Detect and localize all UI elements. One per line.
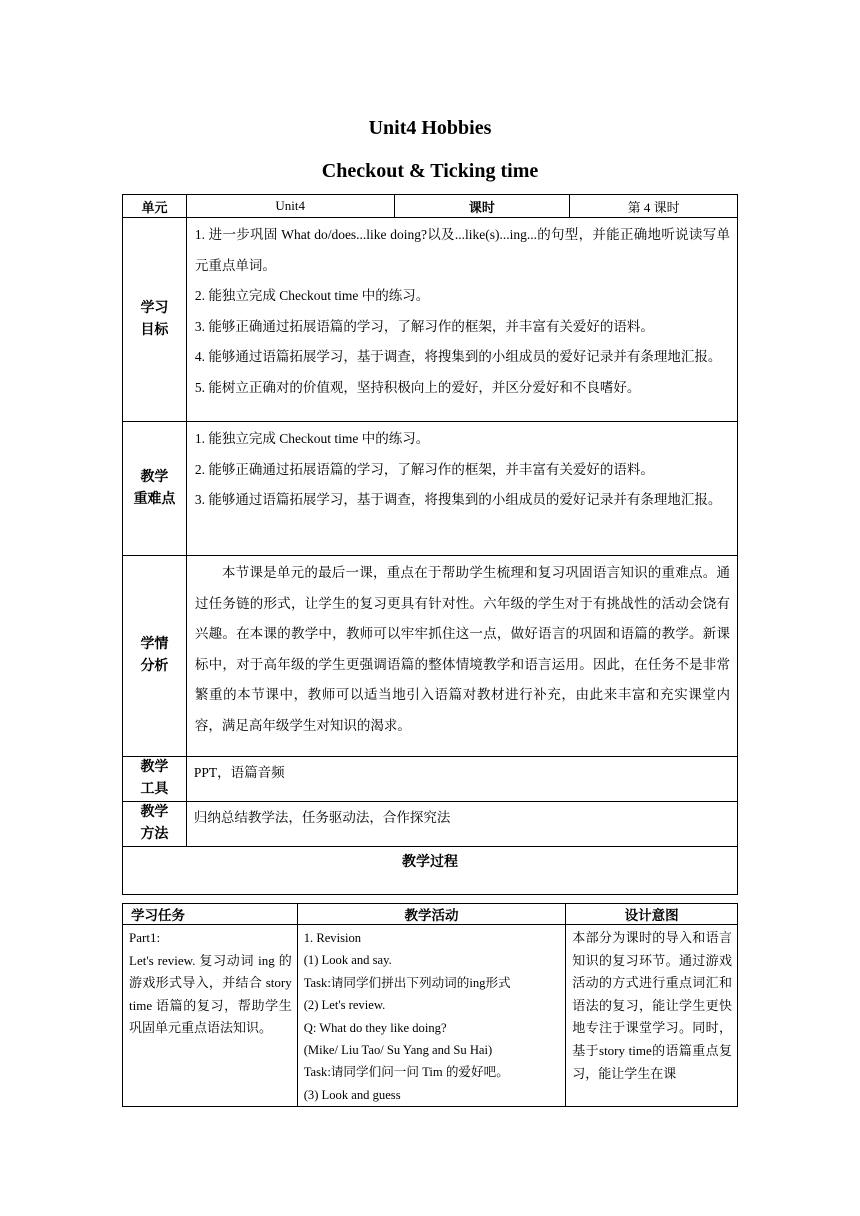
- unit-value: Unit4: [186, 195, 394, 218]
- period-value: 第 4 课时: [570, 195, 738, 218]
- process-table: [122, 903, 738, 1107]
- lesson-info-table: [122, 194, 738, 895]
- key-points-row: [123, 422, 738, 556]
- process-row: [123, 925, 738, 1107]
- objective-item: 3. 能够正确通过拓展语篇的学习，了解习作的框架，并丰富有关爱好的语料。: [194, 318, 654, 334]
- methods-content: 归纳总结教学法，任务驱动法，合作探究法: [186, 802, 737, 847]
- header-row: [123, 195, 738, 218]
- key-point-item: 3. 能够通过语篇拓展学习，基于调查，将搜集到的小组成员的爱好记录并有条理地汇报。: [194, 492, 722, 507]
- column-header-task: 学习任务: [123, 904, 298, 925]
- objective-item: 1. 进一步巩固 What do/does...like doing?以及...like(s)...ing...的句型，并能正确地听说读写单元重点单词。: [194, 227, 730, 273]
- page-subtitle: Checkout & Ticking time: [321, 160, 539, 182]
- analysis-row: [123, 556, 738, 757]
- methods-row: [123, 802, 738, 847]
- column-header-intent: 设计意图: [566, 904, 738, 925]
- objectives-content: [186, 218, 737, 422]
- methods-label: 教学 方法: [123, 802, 187, 847]
- objective-item: 4. 能够通过语篇拓展学习，基于调查，将搜集到的小组成员的爱好记录并有条理地汇报。: [194, 349, 722, 364]
- key-points-content: [186, 422, 737, 556]
- analysis-text: 本节课是单元的最后一课，重点在于帮助学生梳理和复习巩固语言知识的重难点。通过任务链的形式，让学生的复习更具有针对性。六年级的学生对于有挑战性的活动会饶有兴趣。在本课的教学中，教师可以牢牢抓住这一点，做好语言的巩固和语篇的教学。新课标中，对于高年级的学生更强调语篇的整体情境教学和语言运用。因此，在任务不是非常繁重的本节课中，教师可以适当地引入语篇对教材进行补充，由此来丰富和充实课堂内容，满足高年级学生对知识的渴求。: [194, 565, 730, 733]
- objectives-row: [123, 218, 738, 422]
- tools-content: PPT，语篇音频: [186, 757, 737, 802]
- tools-label: 教学 工具: [123, 757, 187, 802]
- period-label: 课时: [394, 195, 570, 218]
- analysis-content: [186, 556, 737, 757]
- tools-row: [123, 757, 738, 802]
- activities-cell: 1. Revision (1) Look and say. Task:请同学们拼出下列动词的ing形式 (2) Let's review. Q: What do they like doing? (Mike/ Liu Tao/ Su Yang and Su Hai) Task:请同学们问一问 Tim 的爱好吧。 (3) Look and guess: [297, 925, 566, 1107]
- process-heading: 教学过程: [123, 847, 738, 895]
- objective-item: 2. 能独立完成 Checkout time 中的练习。: [194, 288, 430, 303]
- analysis-label: 学情 分析: [123, 556, 187, 757]
- key-point-item: 1. 能独立完成 Checkout time 中的练习。: [194, 431, 430, 446]
- intent-cell: [566, 925, 738, 1107]
- key-point-item: 2. 能够正确通过拓展语篇的学习，了解习作的框架，并丰富有关爱好的语料。: [194, 461, 654, 477]
- page-title: Unit4 Hobbies: [368, 117, 492, 139]
- objective-item: 5. 能树立正确对的价值观，坚持积极向上的爱好，并区分爱好和不良嗜好。: [194, 379, 641, 395]
- objectives-label: 学习 目标: [123, 218, 187, 422]
- column-header-activities: 教学活动: [297, 904, 566, 925]
- task-cell: Part1: Let's review. 复习动词 ing 的游戏形式导入，并结合 story time 语篇的复习，帮助学生巩固单元重点语法知识。: [123, 925, 298, 1107]
- process-column-header-row: [123, 904, 738, 925]
- key-points-label: 教学 重难点: [123, 422, 187, 556]
- process-heading-row: [123, 847, 738, 895]
- intent-text: 本部分为课时的导入和语言知识的复习环节。通过游戏活动的方式进行重点词汇和语法的复习，能让学生更快地专注于课堂学习。同时，基于story time的语篇重点复习，能让学生在课: [572, 930, 732, 1081]
- unit-label: 单元: [123, 195, 187, 218]
